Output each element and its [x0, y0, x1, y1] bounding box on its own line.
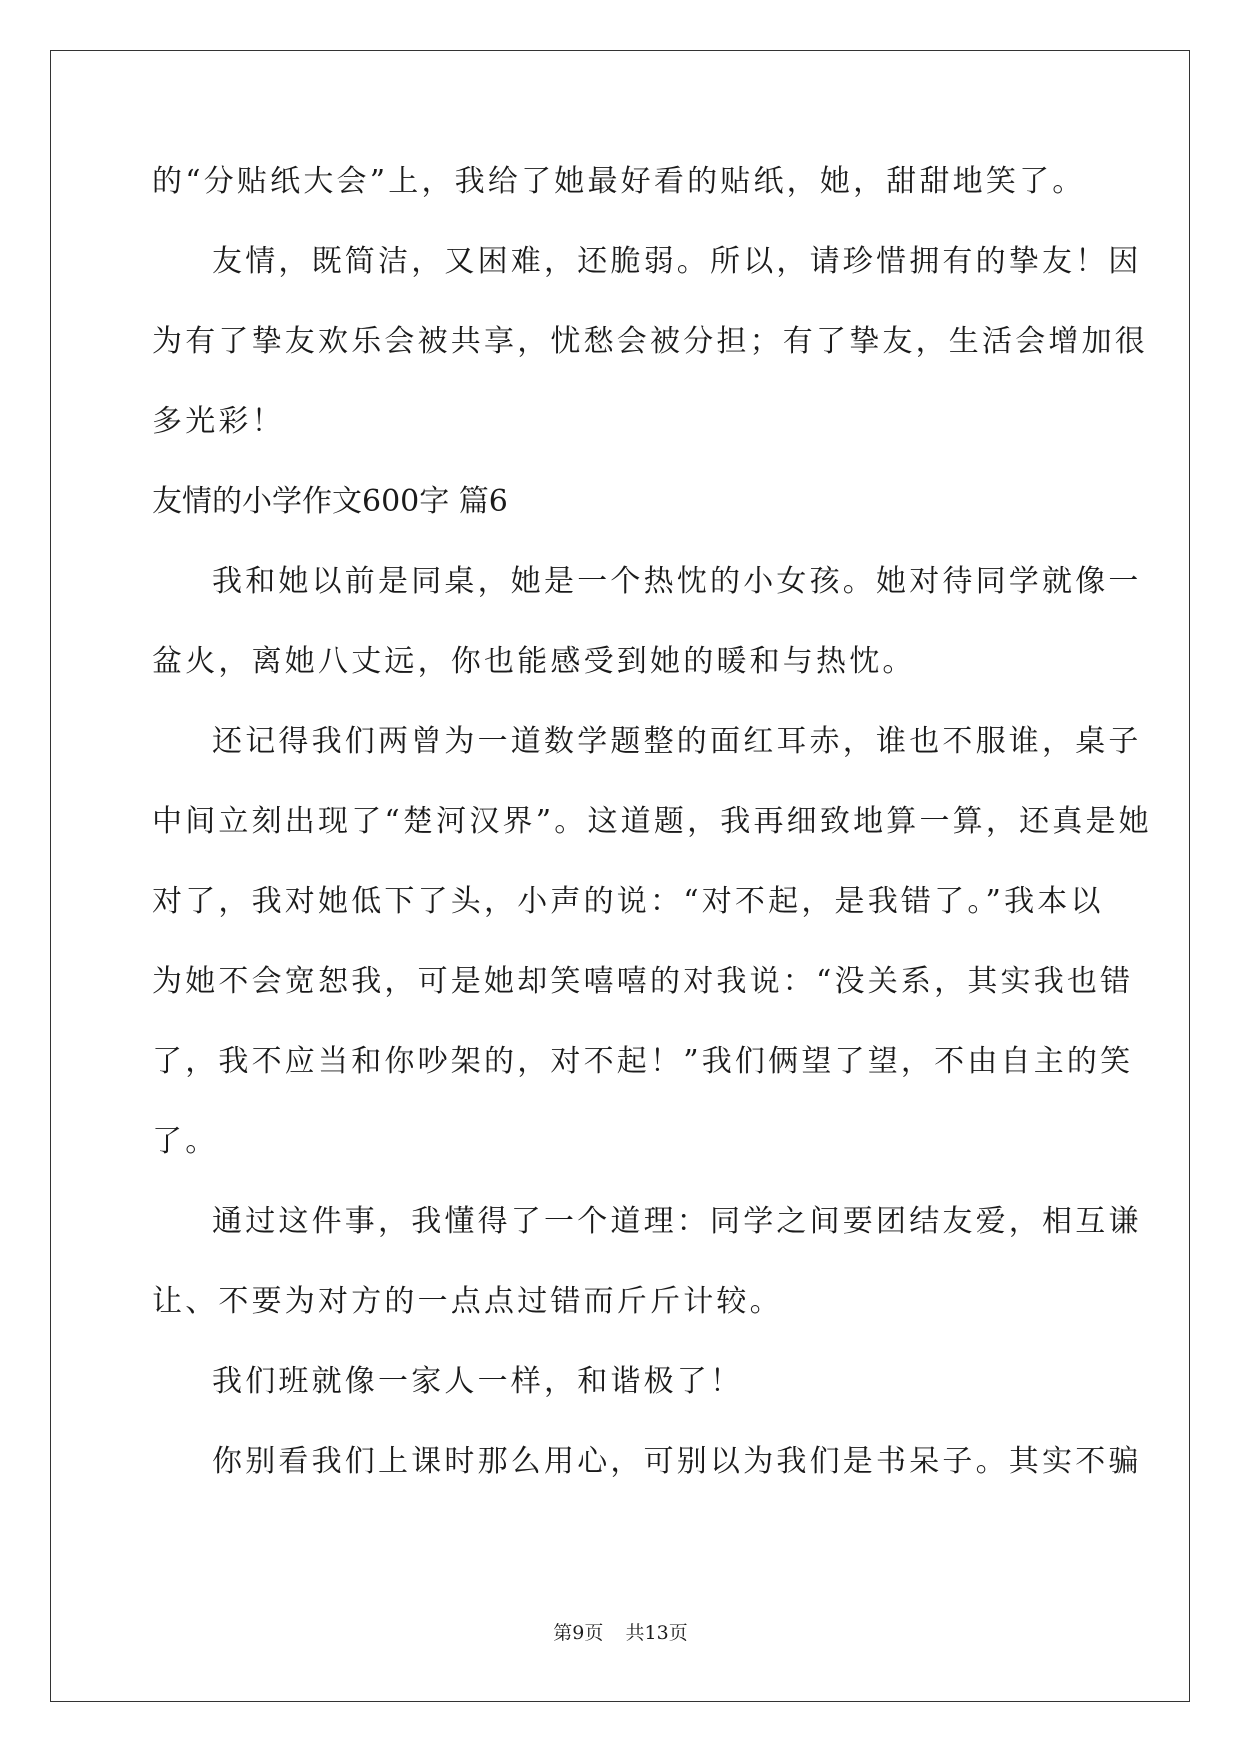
text-line: 中间立刻出现了“楚河汉界”。这道题，我再细致地算一算，还真是她: [152, 804, 1152, 839]
page-number: 第9页: [553, 1622, 604, 1644]
section-heading: 友情的小学作文600字 篇6: [152, 484, 508, 519]
text-line: 对了，我对她低下了头，小声的说：“对不起，是我错了。”我本以: [152, 884, 1104, 919]
text-line: 盆火，离她八丈远，你也能感受到她的暖和与热忱。: [152, 644, 916, 679]
paragraph-start: 我们班就像一家人一样，和谐极了！: [212, 1364, 744, 1399]
text-line: 了。: [152, 1124, 219, 1159]
text-line: 让、不要为对方的一点点过错而斤斤计较。: [152, 1284, 783, 1319]
text-line: 为她不会宽恕我，可是她却笑嘻嘻的对我说：“没关系，其实我也错: [152, 964, 1134, 999]
page-total: 共13页: [625, 1622, 688, 1644]
text-line: 多光彩！: [152, 404, 285, 439]
text-line: 了，我不应当和你吵架的，对不起！”我们俩望了望，不由自主的笑: [152, 1044, 1134, 1079]
paragraph-start: 我和她以前是同桌，她是一个热忱的小女孩。她对待同学就像一: [212, 564, 1142, 599]
paragraph-start: 你别看我们上课时那么用心，可别以为我们是书呆子。其实不骗: [212, 1444, 1142, 1479]
paragraph-start: 通过这件事，我懂得了一个道理：同学之间要团结友爱，相互谦: [212, 1204, 1142, 1239]
page-footer: [0, 1621, 1241, 1645]
text-line: 为有了挚友欢乐会被共享，忧愁会被分担；有了挚友，生活会增加很: [152, 324, 1148, 359]
paragraph-start: 还记得我们两曾为一道数学题整的面红耳赤，谁也不服谁，桌子: [212, 724, 1142, 759]
text-line: 的“分贴纸大会”上，我给了她最好看的贴纸，她，甜甜地笑了。: [152, 164, 1086, 199]
paragraph-start: 友情，既简洁，又困难，还脆弱。所以，请珍惜拥有的挚友！因: [212, 244, 1142, 279]
